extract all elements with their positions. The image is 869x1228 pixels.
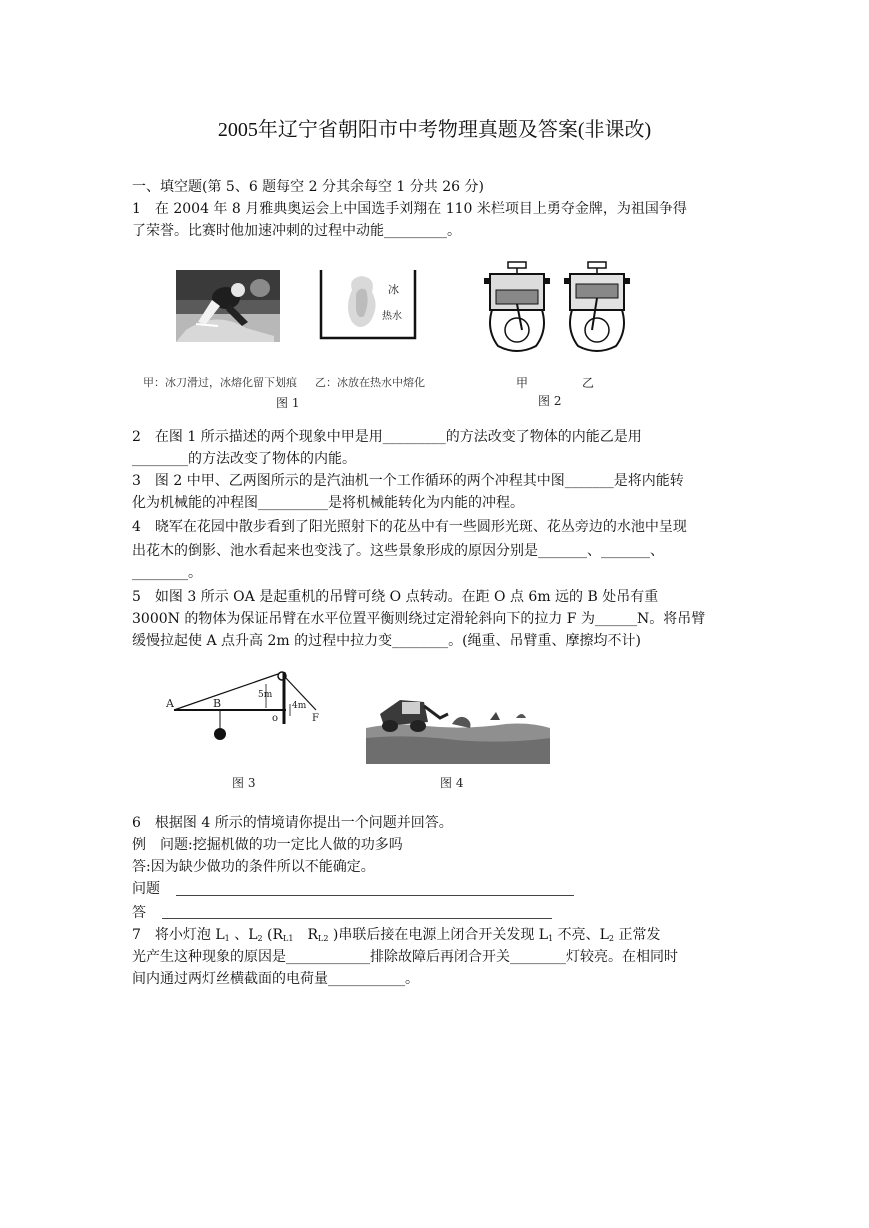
fig2-label-jia: 甲 [516, 376, 529, 390]
fig3-point-b: B [213, 697, 222, 710]
q2-line2: ________的方法改变了物体的内能。 [132, 451, 356, 467]
fig3-length-5m: 5m [258, 690, 273, 700]
fig3-point-a: A [166, 697, 174, 710]
ice-hot-water-diagram [318, 268, 418, 342]
document-title: 2005年辽宁省朝阳市中考物理真题及答案(非课改) [217, 119, 652, 141]
q4-line3: ________。 [132, 565, 202, 581]
q6-line1: 6 根据图 4 所示的情境请你提出一个问题并回答。 [132, 815, 453, 831]
q6-answer-blank[interactable] [162, 918, 552, 919]
q5-line1: 5 如图 3 所示 OA 是起重机的吊臂可绕 O 点转动。在距 O 点 6m 远的 B 处吊有重 [132, 589, 659, 605]
ice-label: 冰 [388, 283, 399, 296]
q7-line3: 间内通过两灯丝横截面的电荷量___________。 [132, 971, 419, 987]
q6-answer-label: 答 [132, 905, 146, 921]
fig3-label: 图 3 [232, 776, 256, 790]
q6-example-question: 例 问题:挖掘机做的功一定比人做的功多吗 [132, 837, 403, 853]
engine-stroke-yi-diagram [564, 260, 630, 356]
hot-water-label: 热水 [382, 311, 402, 322]
q6-example-answer: 答:因为缺少做功的条件所以不能确定。 [132, 859, 375, 875]
q5-line2: 3000N 的物体为保证吊臂在水平位置平衡则绕过定滑轮斜向下的拉力 F 为______N。将吊臂 [132, 611, 706, 627]
skater-photo [176, 270, 280, 342]
q7-line1: 7 将小灯泡 $L_1$ 、$L_2$ ($R_{L1}$ $R_{L2}$ )串联后接在电源上闭合开关发现 $L_1$ 不亮、$L_2$ 正常发 [132, 927, 661, 943]
fig3-point-o: o [272, 713, 279, 724]
engine-stroke-jia-diagram [484, 260, 550, 356]
section-heading: 一、填空题(第 5、6 题每空 2 分其余每空 1 分共 26 分) [132, 179, 484, 195]
q1-line2: 了荣誉。比赛时他加速冲刺的过程中动能_________。 [132, 223, 461, 239]
crane-boom-diagram [166, 664, 332, 746]
q3-line2: 化为机械能的冲程图__________是将机械能转化为内能的冲程。 [132, 495, 524, 511]
q4-line1: 4 晓军在花园中散步看到了阳光照射下的花丛中有一些圆形光斑、花丛旁边的水池中呈现 [132, 519, 687, 535]
excavator-photo [366, 688, 550, 764]
q4-line2: 出花木的倒影、池水看起来也变浅了。这些景象形成的原因分别是_______、_______、 [132, 543, 664, 559]
fig1-caption-yi: 乙：冰放在热水中熔化 [315, 376, 425, 389]
q3-line1: 3 图 2 中甲、乙两图所示的是汽油机一个工作循环的两个冲程其中图_______是将内能转 [132, 473, 684, 489]
fig3-length-4m: 4m [292, 701, 307, 711]
q6-question-label: 问题 [132, 881, 160, 897]
fig2-label: 图 2 [538, 394, 562, 408]
q7-line2: 光产生这种现象的原因是____________排除故障后再闭合开关________灯较亮。在相同时 [132, 949, 678, 965]
q2-line1: 2 在图 1 所示描述的两个现象中甲是用_________的方法改变了物体的内能乙是用 [132, 429, 642, 445]
fig1-caption-jia: 甲：冰刀滑过，冰熔化留下划痕 [143, 376, 297, 389]
fig1-label: 图 1 [276, 396, 300, 410]
fig3-point-f: F [312, 713, 319, 724]
q1-line1: 1 在 2004 年 8 月雅典奥运会上中国选手刘翔在 110 米栏项目上勇夺金牌，为祖国争得 [132, 201, 687, 217]
fig2-label-yi: 乙 [582, 376, 595, 390]
q6-question-blank[interactable] [176, 895, 574, 896]
fig4-label: 图 4 [440, 776, 464, 790]
q5-line3: 缓慢拉起使 A 点升高 2m 的过程中拉力变________。(绳重、吊臂重、摩擦均不计) [132, 633, 642, 649]
